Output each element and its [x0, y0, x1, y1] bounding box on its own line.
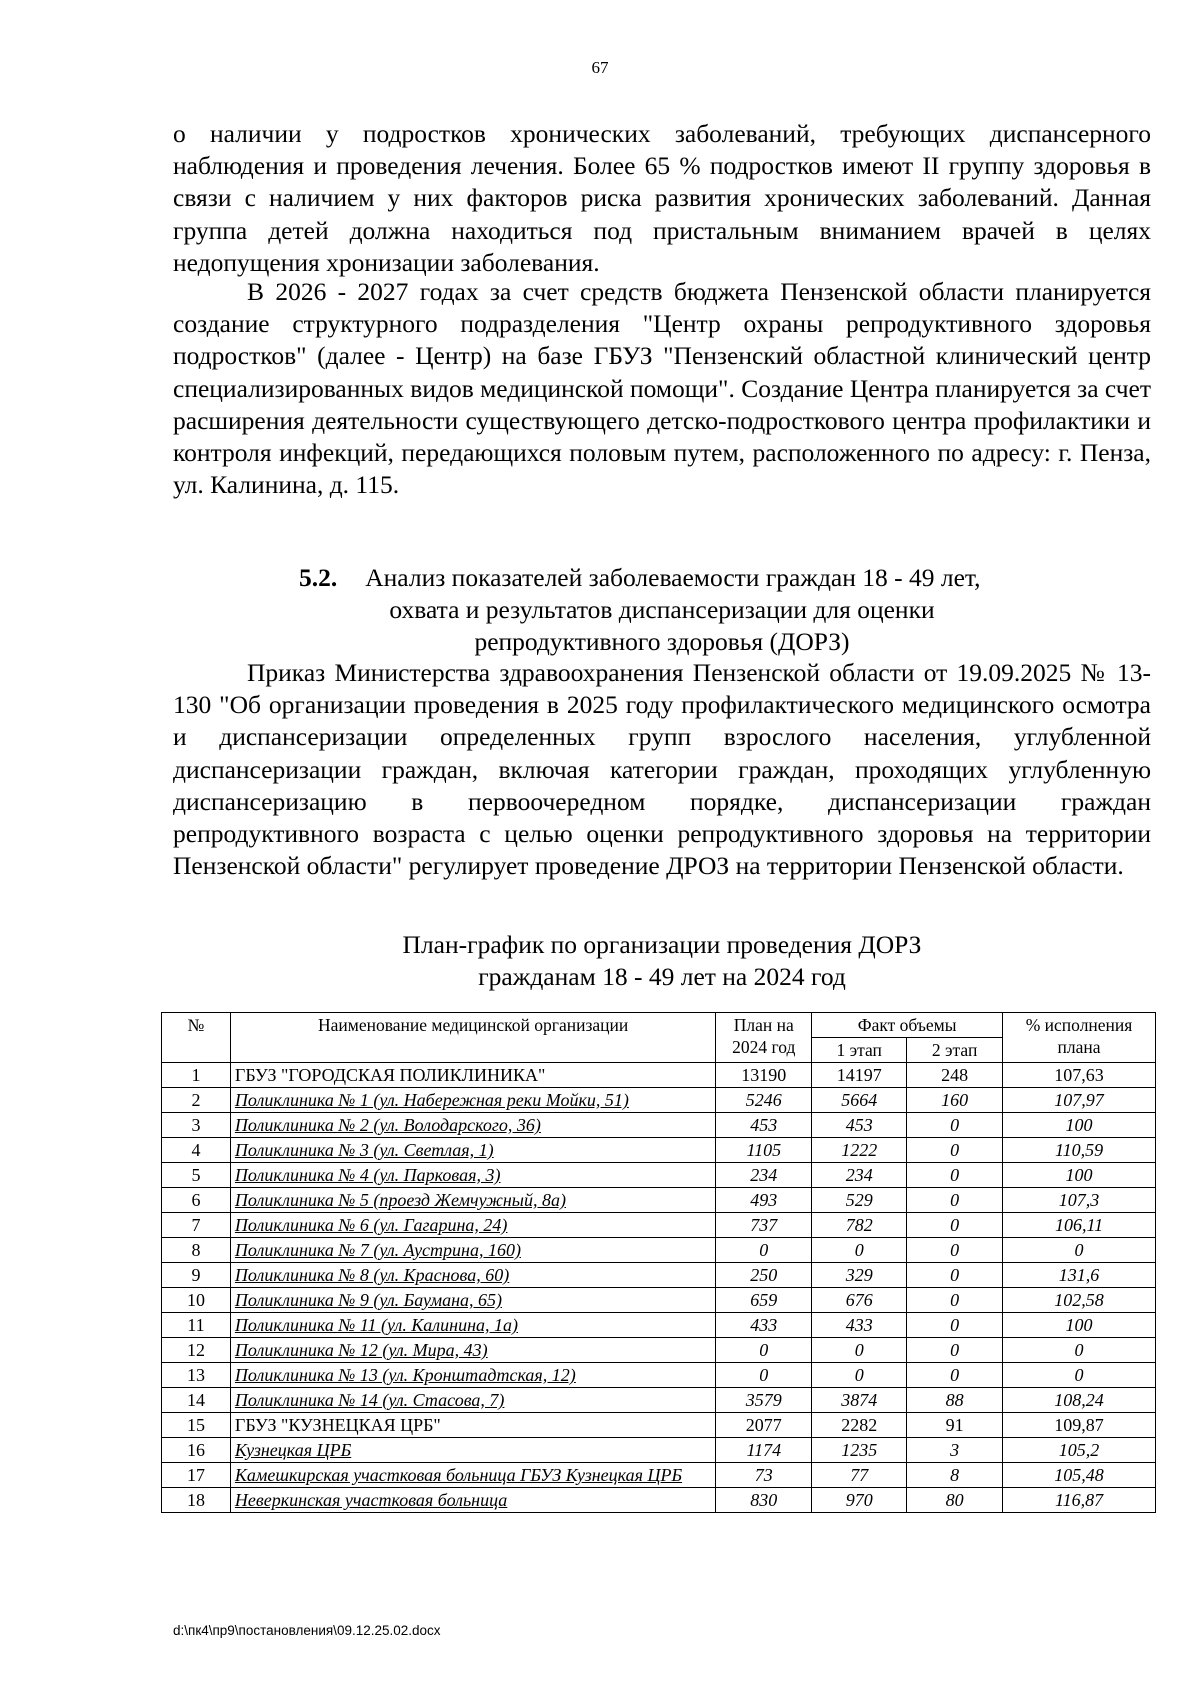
plan-value: 234 — [716, 1163, 812, 1188]
stage-1-value: 14197 — [812, 1063, 907, 1088]
plan-value: 433 — [716, 1313, 812, 1338]
header-plan: План на 2024 год — [716, 1013, 812, 1063]
section-title-line-2: охвата и результатов диспансеризации для оценки — [389, 595, 935, 624]
stage-2-value: 0 — [907, 1313, 1003, 1338]
row-number: 2 — [162, 1088, 231, 1113]
org-name-text: Поликлиника № 6 (ул. Гагарина, 24) — [234, 1215, 508, 1235]
org-name — [230, 1488, 715, 1513]
org-name — [230, 1163, 715, 1188]
org-name-text: Поликлиника № 12 (ул. Мира, 43) — [234, 1340, 488, 1360]
table-row — [162, 1138, 1156, 1163]
row-number: 7 — [162, 1213, 231, 1238]
paragraph-2-text: В 2026 - 2027 годах за счет средств бюджета Пензенской области планируется создание структурного подразделения "Центр охраны репродуктивного здоровья подростков" (далее - Центр) на базе ГБУЗ "Пензенский областной клинический центр специализированных видов медицинской помощи". Создание Центра планируется за счет расширения деятельности существующего детско-подросткового центра профилактики и контроля инфекций, передающихся половым путем, расположенного по адресу: г. Пенза, ул. Калинина, д. 115. — [173, 277, 1152, 500]
page-number: 67 — [591, 58, 609, 77]
plan-value: 3579 — [716, 1388, 812, 1413]
table-row — [162, 1438, 1156, 1463]
stage-1-value: 0 — [812, 1363, 907, 1388]
org-name-text: Поликлиника № 9 (ул. Баумана, 65) — [234, 1290, 503, 1310]
stage-2-value: 91 — [907, 1413, 1003, 1438]
org-name-text: Поликлиника № 5 (проезд Жемчужный, 8а) — [234, 1190, 566, 1210]
header-fact: Факт объемы — [812, 1013, 1003, 1038]
table-caption-line-1: План-график по организации проведения ДОРЗ — [402, 930, 922, 959]
stage-1-value: 1235 — [812, 1438, 907, 1463]
plan-value: 0 — [716, 1338, 812, 1363]
org-name — [230, 1138, 715, 1163]
org-name-text: Поликлиника № 1 (ул. Набережная реки Мойки, 51) — [234, 1090, 629, 1110]
table-row — [162, 1388, 1156, 1413]
org-name-text: Поликлиника № 14 (ул. Стасова, 7) — [234, 1390, 505, 1410]
stage-1-value: 453 — [812, 1113, 907, 1138]
org-name-text: ГБУЗ "ГОРОДСКАЯ ПОЛИКЛИНИКА" — [234, 1065, 546, 1085]
plan-value: 0 — [716, 1363, 812, 1388]
stage-2-value: 0 — [907, 1188, 1003, 1213]
stage-2-value: 88 — [907, 1388, 1003, 1413]
percent-value: 131,6 — [1003, 1263, 1156, 1288]
table-row — [162, 1113, 1156, 1138]
org-name — [230, 1188, 715, 1213]
stage-2-value: 3 — [907, 1438, 1003, 1463]
row-number: 1 — [162, 1063, 231, 1088]
section-title-line-3: репродуктивного здоровья (ДОРЗ) — [474, 627, 850, 656]
stage-2-value: 0 — [907, 1113, 1003, 1138]
row-number: 5 — [162, 1163, 231, 1188]
org-name-text: Поликлиника № 11 (ул. Калинина, 1а) — [234, 1315, 518, 1335]
plan-value: 73 — [716, 1463, 812, 1488]
table-row — [162, 1313, 1156, 1338]
section-number: 5.2. — [299, 563, 338, 592]
row-number: 14 — [162, 1388, 231, 1413]
stage-1-value: 77 — [812, 1463, 907, 1488]
org-name-text: Поликлиника № 2 (ул. Володарского, 36) — [234, 1115, 541, 1135]
percent-value: 0 — [1003, 1238, 1156, 1263]
paragraph-adolescent-health — [173, 118, 1151, 279]
org-name — [230, 1338, 715, 1363]
plan-value: 2077 — [716, 1413, 812, 1438]
row-number: 11 — [162, 1313, 231, 1338]
row-number: 10 — [162, 1288, 231, 1313]
table-row — [162, 1413, 1156, 1438]
org-name-text: Поликлиника № 8 (ул. Краснова, 60) — [234, 1265, 510, 1285]
row-number: 12 — [162, 1338, 231, 1363]
row-number: 15 — [162, 1413, 231, 1438]
row-number: 13 — [162, 1363, 231, 1388]
table-row — [162, 1338, 1156, 1363]
org-name — [230, 1363, 715, 1388]
percent-value: 105,48 — [1003, 1463, 1156, 1488]
table-row — [162, 1363, 1156, 1388]
table-row — [162, 1288, 1156, 1313]
stage-1-value: 1222 — [812, 1138, 907, 1163]
plan-schedule-table — [161, 1012, 1156, 1513]
stage-2-value: 248 — [907, 1063, 1003, 1088]
org-name — [230, 1313, 715, 1338]
section-heading — [173, 562, 1151, 658]
percent-value: 102,58 — [1003, 1288, 1156, 1313]
table-body — [162, 1063, 1156, 1513]
row-number: 9 — [162, 1263, 231, 1288]
stage-1-value: 676 — [812, 1288, 907, 1313]
plan-value: 659 — [716, 1288, 812, 1313]
percent-value: 0 — [1003, 1338, 1156, 1363]
table-row — [162, 1213, 1156, 1238]
stage-2-value: 0 — [907, 1363, 1003, 1388]
stage-1-value: 329 — [812, 1263, 907, 1288]
percent-value: 116,87 — [1003, 1488, 1156, 1513]
row-number: 16 — [162, 1438, 231, 1463]
stage-2-value: 0 — [907, 1263, 1003, 1288]
stage-1-value: 782 — [812, 1213, 907, 1238]
percent-value: 100 — [1003, 1313, 1156, 1338]
table-caption-line-2: гражданам 18 - 49 лет на 2024 год — [478, 962, 846, 991]
paragraph-1-text: о наличии у подростков хронических заболеваний, требующих диспансерного наблюдения и проведения лечения. Более 65 % подростков имеют II группу здоровья в связи с наличием у них факторов риска развития хронических заболеваний. Данная группа детей должна находиться под пристальным вниманием врачей в целях недопущения хронизации заболевания. — [173, 119, 1151, 277]
header-stage-2: 2 этап — [907, 1038, 1003, 1063]
org-name — [230, 1463, 715, 1488]
table-row — [162, 1238, 1156, 1263]
percent-value: 100 — [1003, 1113, 1156, 1138]
plan-value: 493 — [716, 1188, 812, 1213]
stage-2-value: 0 — [907, 1238, 1003, 1263]
table-row — [162, 1263, 1156, 1288]
stage-1-value: 2282 — [812, 1413, 907, 1438]
org-name — [230, 1438, 715, 1463]
org-name-text: Поликлиника № 3 (ул. Светлая, 1) — [234, 1140, 494, 1160]
stage-1-value: 234 — [812, 1163, 907, 1188]
header-org-name: Наименование медицинской организации — [230, 1013, 715, 1063]
percent-value: 105,2 — [1003, 1438, 1156, 1463]
paragraph-order — [173, 657, 1151, 882]
row-number: 17 — [162, 1463, 231, 1488]
stage-1-value: 0 — [812, 1238, 907, 1263]
percent-value: 100 — [1003, 1163, 1156, 1188]
org-name — [230, 1213, 715, 1238]
org-name — [230, 1388, 715, 1413]
plan-value: 0 — [716, 1238, 812, 1263]
percent-value: 110,59 — [1003, 1138, 1156, 1163]
stage-1-value: 970 — [812, 1488, 907, 1513]
org-name-text: Неверкинская участковая больница — [234, 1490, 508, 1510]
header-num: № — [162, 1013, 231, 1063]
org-name-text: Поликлиника № 13 (ул. Кронштадтская, 12) — [234, 1365, 576, 1385]
paragraph-3-text: Приказ Министерства здравоохранения Пензенской области от 19.09.2025 № 13-130 "Об организации проведения в 2025 году профилактического медицинского осмотра и диспансеризации определенных групп взрослого населения, углубленной диспансеризации граждан, включая категории граждан, проходящих углубленную диспансеризацию в первоочередном порядке, диспансеризации граждан репродуктивного возраста с целью оценки репродуктивного здоровья на территории Пензенской области" регулирует проведение ДРОЗ на территории Пензенской области. — [173, 658, 1151, 881]
table-row — [162, 1163, 1156, 1188]
percent-value: 0 — [1003, 1363, 1156, 1388]
row-number: 3 — [162, 1113, 231, 1138]
header-stage-1: 1 этап — [812, 1038, 907, 1063]
stage-1-value: 529 — [812, 1188, 907, 1213]
stage-2-value: 0 — [907, 1213, 1003, 1238]
section-title-line-1: Анализ показателей заболеваемости граждан 18 - 49 лет, — [365, 563, 981, 592]
org-name — [230, 1063, 715, 1088]
row-number: 6 — [162, 1188, 231, 1213]
stage-2-value: 0 — [907, 1288, 1003, 1313]
org-name — [230, 1238, 715, 1263]
stage-1-value: 5664 — [812, 1088, 907, 1113]
table-row — [162, 1188, 1156, 1213]
stage-2-value: 0 — [907, 1338, 1003, 1363]
org-name — [230, 1113, 715, 1138]
percent-value: 107,63 — [1003, 1063, 1156, 1088]
stage-1-value: 433 — [812, 1313, 907, 1338]
percent-value: 106,11 — [1003, 1213, 1156, 1238]
stage-2-value: 160 — [907, 1088, 1003, 1113]
org-name-text: Камешкирская участковая больница ГБУЗ Кузнецкая ЦРБ — [234, 1465, 683, 1485]
org-name-text: Поликлиника № 7 (ул. Аустрина, 160) — [234, 1240, 521, 1260]
table-row — [162, 1063, 1156, 1088]
table-caption — [173, 929, 1151, 993]
row-number: 8 — [162, 1238, 231, 1263]
plan-value: 453 — [716, 1113, 812, 1138]
row-number: 4 — [162, 1138, 231, 1163]
percent-value: 108,24 — [1003, 1388, 1156, 1413]
stage-2-value: 0 — [907, 1163, 1003, 1188]
table-row — [162, 1463, 1156, 1488]
plan-value: 737 — [716, 1213, 812, 1238]
footer-file-path: d:\пк4\пр9\постановления\09.12.25.02.docx — [173, 1623, 441, 1638]
org-name-text: ГБУЗ "КУЗНЕЦКАЯ ЦРБ" — [234, 1415, 441, 1435]
stage-1-value: 0 — [812, 1338, 907, 1363]
header-percent: % исполнения плана — [1003, 1013, 1156, 1063]
org-name-text: Кузнецкая ЦРБ — [234, 1440, 352, 1460]
org-name — [230, 1263, 715, 1288]
stage-2-value: 8 — [907, 1463, 1003, 1488]
plan-value: 5246 — [716, 1088, 812, 1113]
paragraph-center-creation — [173, 276, 1151, 501]
percent-value: 109,87 — [1003, 1413, 1156, 1438]
plan-value: 830 — [716, 1488, 812, 1513]
plan-value: 250 — [716, 1263, 812, 1288]
table-row — [162, 1088, 1156, 1113]
percent-value: 107,3 — [1003, 1188, 1156, 1213]
org-name — [230, 1088, 715, 1113]
row-number: 18 — [162, 1488, 231, 1513]
table-row — [162, 1488, 1156, 1513]
plan-value: 13190 — [716, 1063, 812, 1088]
org-name — [230, 1413, 715, 1438]
stage-1-value: 3874 — [812, 1388, 907, 1413]
org-name-text: Поликлиника № 4 (ул. Парковая, 3) — [234, 1165, 501, 1185]
percent-value: 107,97 — [1003, 1088, 1156, 1113]
plan-value: 1174 — [716, 1438, 812, 1463]
stage-2-value: 0 — [907, 1138, 1003, 1163]
stage-2-value: 80 — [907, 1488, 1003, 1513]
plan-value: 1105 — [716, 1138, 812, 1163]
org-name — [230, 1288, 715, 1313]
